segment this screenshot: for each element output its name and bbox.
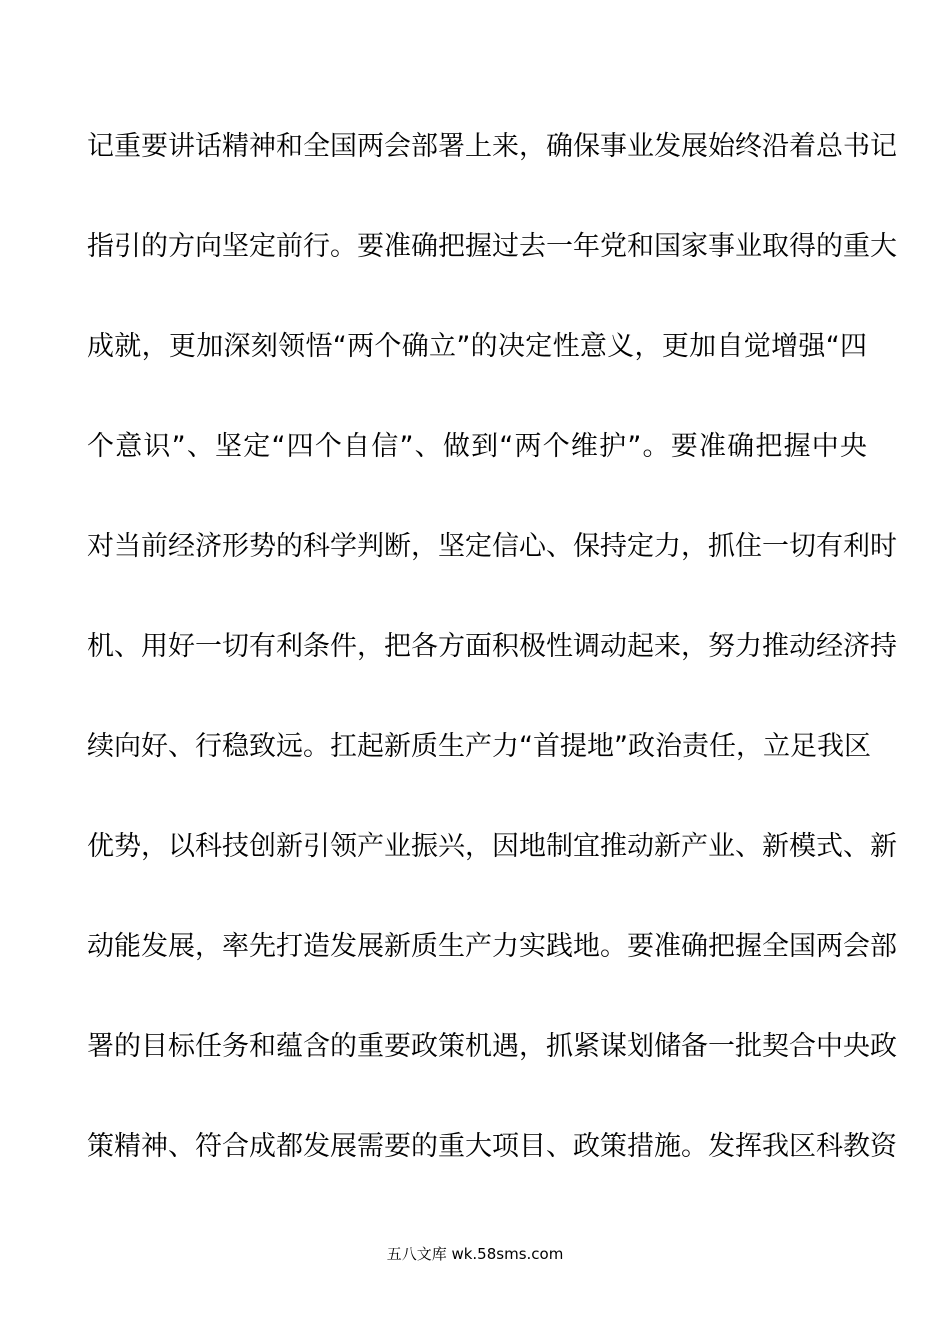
text-line: 署的目标任务和蕴含的重要政策机遇，抓紧谋划储备一批契合中央政	[87, 1031, 897, 1062]
text-line: 成就，更加深刻领悟“两个确立”的决定性意义，更加自觉增强“四	[87, 331, 867, 362]
text-line: 对当前经济形势的科学判断，坚定信心、保持定力，抓住一切有利时	[87, 531, 897, 562]
page-footer: 五八文库 wk.58sms.com	[386, 1245, 564, 1263]
body-text	[87, 118, 897, 1218]
text-line: 策精神、符合成都发展需要的重大项目、政策措施。发挥我区科教资	[87, 1131, 897, 1162]
text-line: 机、用好一切有利条件，把各方面积极性调动起来，努力推动经济持	[87, 631, 897, 662]
text-line: 动能发展，率先打造发展新质生产力实践地。要准确把握全国两会部	[87, 931, 897, 962]
text-line: 记重要讲话精神和全国两会部署上来，确保事业发展始终沿着总书记	[87, 131, 897, 162]
text-line: 个意识”、坚定“四个自信”、做到“两个维护”。要准确把握中央	[87, 431, 867, 462]
text-line: 指引的方向坚定前行。要准确把握过去一年党和国家事业取得的重大	[87, 231, 897, 262]
text-line: 续向好、行稳致远。扛起新质生产力“首提地”政治责任，立足我区	[87, 731, 871, 762]
text-line: 优势，以科技创新引领产业振兴，因地制宜推动新产业、新模式、新	[87, 831, 897, 862]
